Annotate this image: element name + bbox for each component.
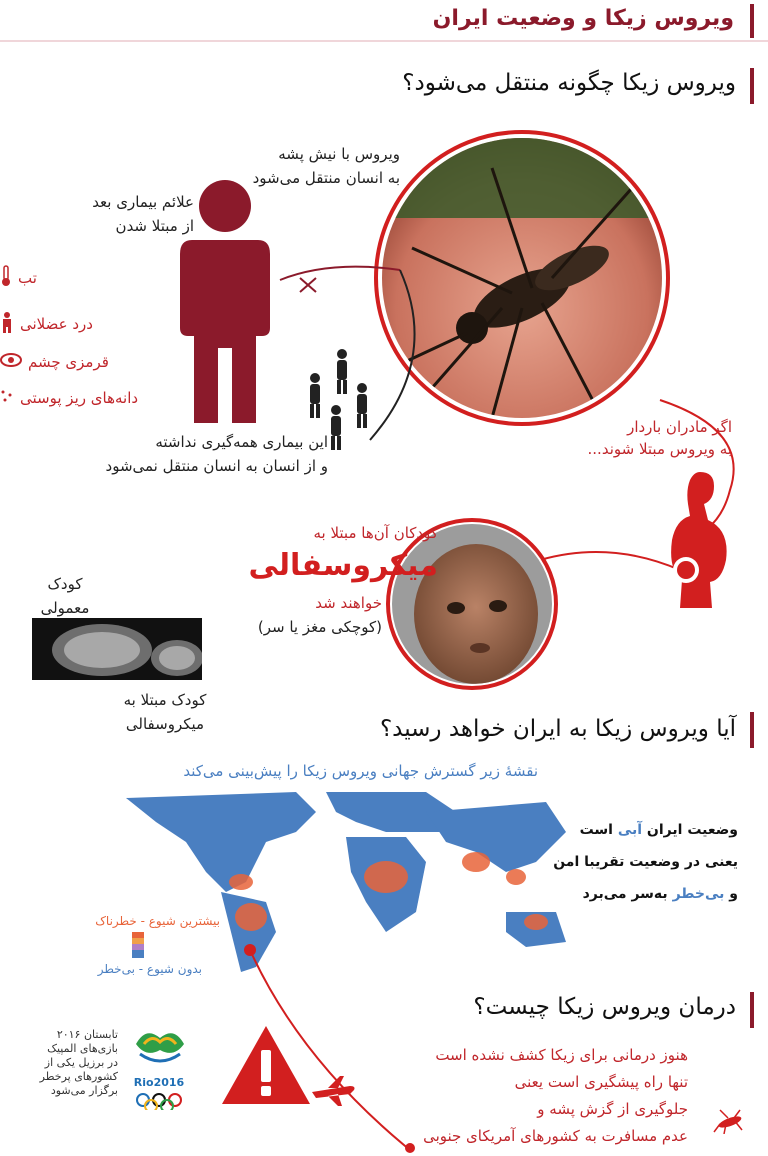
iran-status-line2: یعنی در وضعیت تقریبا امن bbox=[553, 854, 738, 870]
skin-rash-icon bbox=[0, 389, 14, 407]
eye-icon bbox=[0, 353, 22, 371]
legend-gradient bbox=[132, 932, 144, 958]
will-be-text: خواهند شد bbox=[315, 594, 382, 612]
treatment-line3: جلوگیری از گزش پشه و bbox=[537, 1100, 688, 1118]
not-contagious-line2: و از انسان به انسان منتقل نمی‌شود bbox=[105, 457, 328, 475]
section-accent-bar bbox=[750, 68, 754, 104]
pregnant-text-line1: اگر مادران باردار bbox=[627, 418, 732, 436]
bite-text-line1: ویروس با نیش پشه bbox=[278, 145, 400, 163]
symptom-red-eye-label: قرمزی چشم bbox=[28, 353, 109, 371]
baby-photo bbox=[386, 518, 558, 690]
symptom-skin-rash-label: دانه‌های ریز پوستی bbox=[20, 389, 139, 407]
bite-text-line2: به انسان منتقل می‌شود bbox=[252, 169, 400, 187]
page-title: ویروس زیکا و وضعیت ایران bbox=[432, 6, 734, 31]
rio-logo-text: Rio2016 bbox=[133, 1076, 185, 1089]
not-contagious-text bbox=[8, 430, 328, 478]
symptoms-list bbox=[0, 262, 170, 414]
header-accent-bar bbox=[750, 4, 754, 38]
iran-status-line3-c: به‌سر می‌برد bbox=[582, 886, 673, 902]
iran-status-line3-a: و bbox=[724, 886, 738, 902]
treatment-line1: هنوز درمانی برای زیکا کشف نشده است bbox=[435, 1046, 688, 1064]
legend-low: بدون شیوع - بی‌خطر bbox=[97, 962, 202, 976]
section-treatment-title: درمان ویروس زیکا چیست؟ bbox=[473, 994, 736, 1020]
iran-status-safe-word: بی‌خطر bbox=[672, 886, 725, 902]
treatment-line2: تنها راه پیشگیری است یعنی bbox=[514, 1073, 688, 1091]
iran-status-line1-c: است bbox=[579, 822, 618, 838]
muscle-pain-icon bbox=[0, 311, 14, 337]
header-divider bbox=[0, 40, 768, 42]
normal-child-label bbox=[30, 572, 100, 620]
symptoms-heading bbox=[24, 190, 194, 238]
warning-icon bbox=[220, 1024, 312, 1106]
olympics-note-line1: تابستان ۲۰۱۶ bbox=[56, 1028, 118, 1041]
section-transmission-title: ویروس زیکا چگونه منتقل می‌شود؟ bbox=[402, 70, 736, 96]
children-text: کودکان آن‌ها مبتلا به bbox=[313, 524, 438, 542]
iran-status-blue-word: آبی bbox=[617, 822, 643, 838]
section-accent-bar bbox=[750, 712, 754, 748]
map-caption: نقشهٔ زیر گسترش جهانی ویروس زیکا را پیش‌بینی می‌کند bbox=[183, 762, 538, 780]
brain-scan-image bbox=[32, 618, 202, 680]
symptoms-heading-line2: از مبتلا شدن bbox=[115, 217, 194, 235]
treatment-line4: عدم مسافرت به کشورهای آمریکای جنوبی bbox=[423, 1127, 688, 1145]
mosquito-icon bbox=[712, 1108, 748, 1134]
section-accent-bar bbox=[750, 992, 754, 1028]
thermometer-icon bbox=[0, 265, 12, 291]
affected-child-label bbox=[100, 688, 230, 736]
normal-child-line2: معمولی bbox=[40, 599, 90, 617]
treatment-text bbox=[308, 1042, 688, 1150]
symptom-muscle-pain-label: درد عضلانی bbox=[20, 315, 93, 333]
cross-icon bbox=[300, 278, 316, 292]
symptoms-heading-line1: علائم بیماری بعد bbox=[92, 193, 194, 211]
microcephaly-heading: میکروسفالی bbox=[248, 548, 438, 583]
symptom-fever-label: تب bbox=[18, 269, 37, 287]
olympics-note-line2: بازی‌های المپیک bbox=[47, 1042, 118, 1055]
normal-child-line1: کودک bbox=[47, 575, 83, 593]
olympics-note-line4: کشورهای پرخطر bbox=[39, 1070, 118, 1083]
symptom-fever bbox=[0, 262, 170, 294]
pregnant-woman-icon bbox=[660, 470, 740, 610]
legend-high: بیشترین شیوع - خطرناک bbox=[95, 914, 220, 928]
affected-child-line2: میکروسفالی bbox=[125, 715, 205, 733]
iran-status-line1 bbox=[538, 814, 738, 846]
olympics-note-line5: برگزار می‌شود bbox=[50, 1084, 118, 1097]
symptom-muscle-pain bbox=[0, 308, 170, 340]
not-contagious-line1: این بیماری همه‌گیری نداشته bbox=[155, 433, 328, 451]
affected-child-line1: کودک مبتلا به bbox=[123, 691, 207, 709]
pregnant-text-line2: به ویروس مبتلا شوند... bbox=[587, 440, 732, 458]
microcephaly-explanation: (کوچکی مغز یا سر) bbox=[257, 618, 382, 636]
iran-status-text bbox=[538, 814, 738, 910]
symptom-skin-rash bbox=[0, 382, 170, 414]
olympics-note bbox=[30, 1028, 118, 1098]
iran-status-line3 bbox=[538, 878, 738, 910]
section-iran-title: آیا ویروس زیکا به ایران خواهد رسید؟ bbox=[379, 716, 736, 742]
symptom-red-eye bbox=[0, 346, 170, 378]
iran-status-line1-a: وضعیت ایران bbox=[642, 822, 738, 838]
olympics-note-line3: در برزیل یکی از bbox=[44, 1056, 118, 1069]
rio-2016-logo bbox=[126, 1024, 192, 1110]
